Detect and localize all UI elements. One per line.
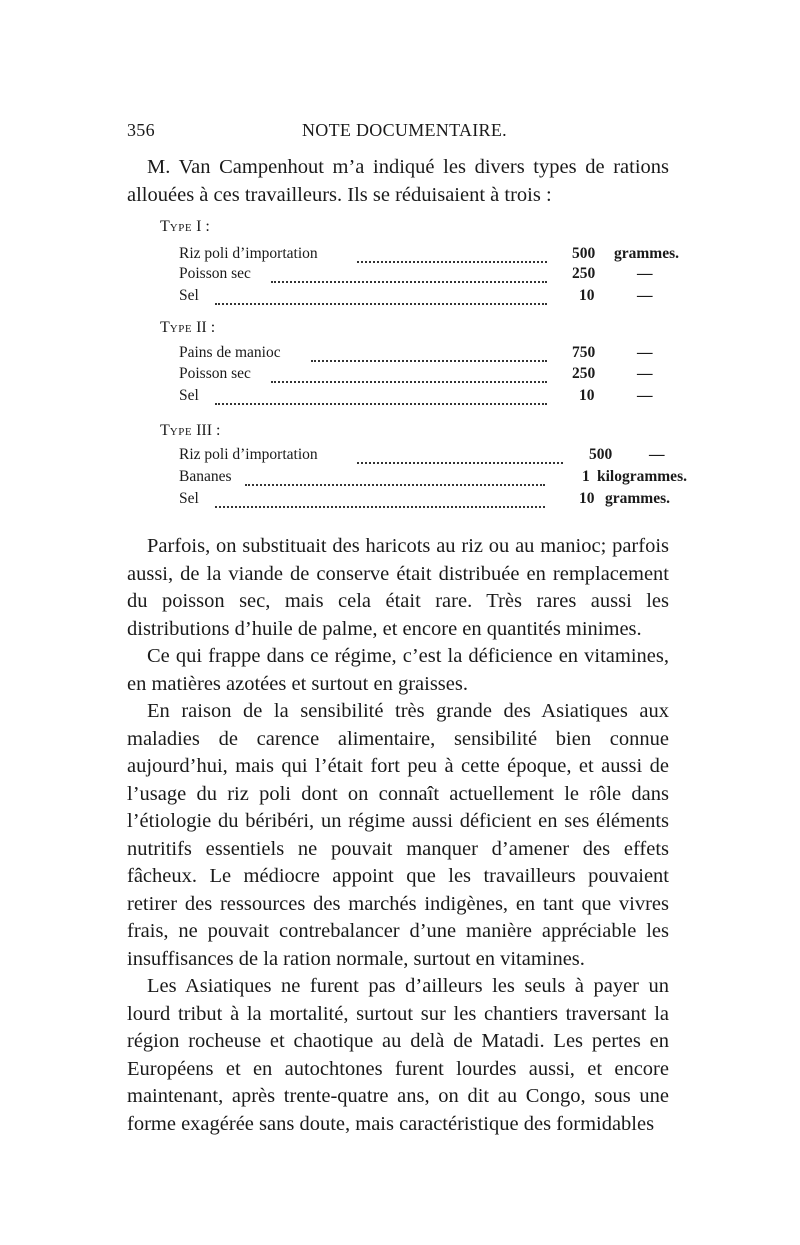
body-text <box>127 533 669 1138</box>
paragraph: Ce qui frappe dans ce régime, c’est la déficience en vitamines, en matières azotées et surtout en graisses. <box>127 645 669 695</box>
ration-row: Sel 10 — <box>179 387 653 404</box>
ration-row: Bananes 1 kilogrammes. <box>179 468 687 485</box>
ration-type-label: TYPE III : <box>160 422 221 439</box>
ration-row: Sel 10 grammes. <box>179 490 670 507</box>
ration-row: Poisson sec 250 — <box>179 265 653 282</box>
ration-type-label: TYPE I : <box>160 218 210 235</box>
paragraph: En raison de la sensibilité très grande des Asiatiques aux maladies de carence alimentaire, sensibilité bien connue aujourd’hui, mais qui l’était fort peu à cette époque, et aussi de l’usage du riz poli dont on connaît actuellement le rôle dans l’étiologie du béribéri, un régime aussi déficient en ses éléments nutritifs essentiels ne pouvait manquer d’amener des effets fâcheux. Le médiocre appoint que les travailleurs pouvaient retirer des ressources des marchés indigènes, en tant que vivres frais, ne pouvait contrebalancer d’une manière appréciable les insuffisances de la ration normale, surtout en vitamines. <box>127 700 669 970</box>
paragraph: Parfois, on substituait des haricots au riz ou au manioc; parfois aussi, de la viande de conserve était distribuée en remplacement du poisson sec, mais cela était rare. Très rares aussi les distributions d’huile de palme, et encore en quantités minimes. <box>127 535 669 640</box>
running-title: NOTE DOCUMENTAIRE. <box>302 120 507 140</box>
ration-row: Pains de manioc 750 — <box>179 344 653 361</box>
ration-type-label: TYPE II : <box>160 319 216 336</box>
ration-row: Riz poli d’importation 500 — <box>179 446 665 463</box>
paragraph: Les Asiatiques ne furent pas d’ailleurs les seuls à payer un lourd tribut à la mortalité, surtout sur les chantiers traversant la région rocheuse et chaotique au delà de Matadi. Les pertes en Européens et en autochtones furent lourdes aussi, et encore maintenant, après trente-quatre ans, on dit au Congo, sous une forme exagérée sans doute, mais caractéristique des formidables <box>127 975 669 1135</box>
running-header <box>127 120 667 144</box>
ration-row: Poisson sec 250 — <box>179 365 653 382</box>
intro-paragraph <box>127 153 669 209</box>
ration-row: Sel 10 — <box>179 287 653 304</box>
page-number: 356 <box>127 120 155 140</box>
ration-row: Riz poli d’importation 500 grammes. <box>179 245 679 262</box>
intro-text: M. Van Campenhout m’a indiqué les divers types de rations allouées à ces travailleurs. Ils se réduisaient à trois : <box>127 156 669 206</box>
